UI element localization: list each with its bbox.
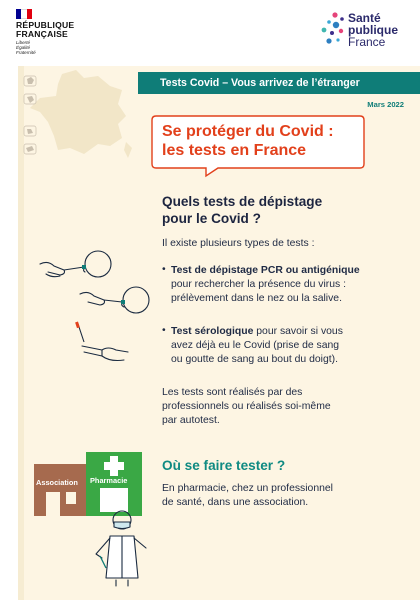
health-professional-illustration — [92, 508, 152, 588]
bullet-symbol: • — [162, 325, 166, 336]
republique-francaise-logo: RÉPUBLIQUE FRANÇAISE — [16, 20, 75, 39]
association-label: Association — [36, 478, 78, 487]
finger-prick-illustration — [72, 322, 132, 366]
pharmacie-label: Pharmacie — [90, 476, 128, 485]
tests-conclusion: Les tests sont réalisés par des professionnels ou réalisés soi-même par autotest. — [162, 387, 331, 426]
header — [0, 0, 420, 64]
publication-date: Mars 2022 — [367, 100, 404, 109]
where-text: En pharmacie, chez un professionnel de santé, dans une association. — [162, 483, 333, 508]
bullet-pcr: Test de dépistage PCR ou antigénique pour rechercher la présence du virus : prélèvement dans le nez ou la salive. — [171, 265, 360, 304]
sante-publique-france-logo: Santé publique France — [348, 11, 398, 49]
banner-title: Tests Covid – Vous arrivez de l’étranger — [138, 72, 420, 94]
saliva-test-illustration — [78, 280, 158, 320]
where-heading: Où se faire tester ? — [162, 458, 286, 473]
headline: Se protéger du Covid : les tests en France — [162, 123, 334, 159]
french-flag-icon — [16, 9, 32, 19]
france-map-icon — [18, 64, 146, 172]
motto: Liberté Égalité Fraternité — [16, 40, 36, 56]
tests-intro: Il existe plusieurs types de tests : — [162, 238, 315, 249]
bullet-symbol: • — [162, 264, 166, 275]
bullet-serologique: Test sérologique pour savoir si vous avez déjà eu le Covid (prise de sang ou goutte de sang au bout du doigt). — [171, 326, 343, 365]
tests-heading: Quels tests de dépistage pour le Covid ? — [162, 194, 323, 226]
